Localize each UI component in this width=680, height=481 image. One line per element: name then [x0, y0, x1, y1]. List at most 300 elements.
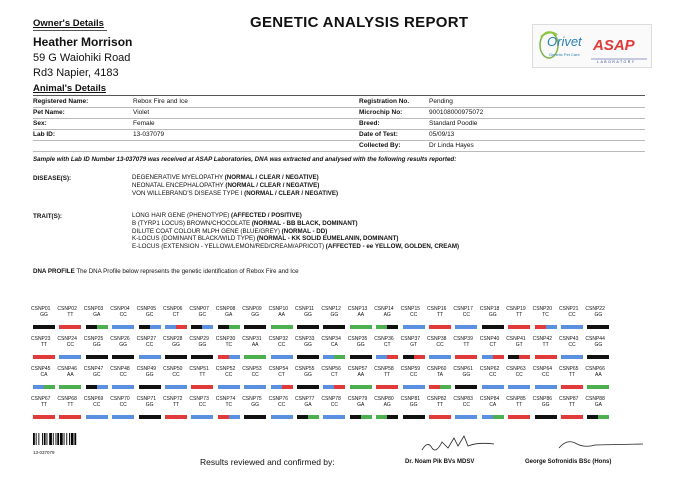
snp-marker	[244, 336, 266, 366]
snp-marker	[400, 306, 425, 336]
snp-genotype: TT	[384, 372, 391, 378]
snp-id: CSNP04	[110, 306, 130, 312]
snp-marker	[33, 366, 55, 396]
barcode-bar	[56, 433, 57, 445]
registration-no-label: Registration No.	[359, 98, 410, 105]
barcode-text: 13-037079	[33, 450, 55, 455]
snp-genotype: GA	[304, 402, 312, 408]
snp-color-bar	[297, 325, 319, 329]
asap-logo-text: ASAP	[593, 37, 635, 54]
snp-color-bar	[271, 385, 293, 389]
snp-marker	[376, 306, 398, 336]
snp-genotype: CC	[225, 372, 233, 378]
barcode-bar	[64, 433, 65, 445]
snp-id: CSNP81	[400, 396, 421, 402]
snp-genotype: AA	[595, 372, 602, 378]
snp-color-bar	[376, 385, 398, 389]
snp-id: CSNP87	[559, 396, 579, 402]
snp-genotype: TT	[463, 342, 470, 348]
snp-color-bar	[429, 415, 451, 419]
snp-id: CSNP21	[559, 306, 579, 312]
snp-id: CSNP47	[83, 366, 104, 372]
snp-id: CSNP43	[559, 336, 579, 342]
snp-marker	[244, 306, 266, 336]
snp-color-bar	[508, 355, 530, 359]
snp-marker	[508, 306, 530, 336]
snp-marker	[561, 366, 583, 396]
snp-marker	[376, 396, 398, 426]
snp-genotype: CC	[277, 402, 286, 408]
barcode-bar	[38, 433, 39, 445]
snp-id: CSNP06	[163, 306, 183, 312]
snp-id: CSNP48	[110, 366, 130, 372]
snp-row	[33, 396, 613, 426]
snp-genotype: AA	[67, 372, 74, 378]
snp-marker	[479, 366, 504, 396]
snp-id: CSNP40	[479, 336, 500, 342]
snp-color-bar	[86, 355, 108, 359]
owner-title-rule	[33, 30, 107, 31]
snp-marker	[323, 336, 345, 366]
pet-name-value: Violet	[133, 109, 150, 116]
snp-row	[33, 366, 613, 396]
barcode-bar	[49, 433, 52, 445]
snp-color-bar	[112, 355, 134, 359]
snp-marker	[297, 396, 319, 426]
snp-marker	[587, 336, 609, 366]
snp-genotype: TA	[436, 372, 444, 378]
snp-id: CSNP77	[295, 396, 315, 402]
snp-color-bar	[455, 385, 477, 389]
snp-marker	[165, 306, 187, 336]
snp-marker	[323, 366, 345, 396]
snp-id: CSNP54	[268, 366, 289, 372]
snp-id: CSNP60	[427, 366, 447, 372]
snp-marker	[508, 396, 530, 426]
report-title: GENETIC ANALYSIS REPORT	[250, 14, 469, 31]
snp-color-bar	[244, 355, 266, 359]
snp-marker	[400, 366, 425, 396]
snp-id: CSNP29	[189, 336, 209, 342]
snp-color-bar	[33, 325, 55, 329]
snp-id: CSNP22	[585, 306, 605, 312]
snp-color-bar	[587, 415, 609, 419]
snp-color-bar	[323, 355, 345, 359]
snp-marker	[479, 396, 504, 426]
snp-color-bar	[218, 325, 240, 329]
snp-color-bar	[350, 385, 372, 389]
snp-genotype: CC	[462, 312, 470, 318]
collected-by-value: Dr Linda Hayes	[429, 142, 474, 149]
snp-color-bar	[429, 385, 451, 389]
snp-genotype: GA	[93, 312, 101, 318]
snp-color-bar	[218, 385, 240, 389]
snp-genotype: GC	[198, 312, 207, 318]
snp-genotype: CC	[568, 342, 576, 348]
snp-genotype: GA	[594, 402, 602, 408]
snp-genotype: CA	[40, 372, 48, 378]
snp-id: CSNP31	[242, 336, 262, 342]
animal-details-title: Animal's Details	[33, 83, 107, 94]
snp-genotype: GG	[594, 312, 603, 318]
snp-genotype: CT	[489, 342, 497, 348]
snp-genotype: TT	[172, 402, 180, 408]
snp-color-bar	[561, 415, 583, 419]
snp-marker	[297, 366, 319, 396]
snp-id: CSNP73	[189, 396, 209, 402]
snp-marker	[83, 396, 108, 426]
snp-marker	[479, 336, 504, 366]
dna-profile-statement: DNA PROFILE The DNA Profile below represents the genetic identification of Rebox Fire and Ice	[33, 268, 299, 275]
snp-genotype: GG	[172, 342, 180, 348]
disease-item: NEONATAL ENCEPHALOPATHY (NORMAL / CLEAR / NEGATIVE)	[132, 181, 320, 189]
snp-genotype: GG	[251, 312, 260, 318]
diseases-label: DISEASE(S):	[33, 175, 72, 182]
snp-genotype: TT	[568, 402, 576, 408]
barcode-bar	[60, 433, 63, 445]
snp-id: CSNP12	[321, 306, 341, 312]
snp-genotype: GG	[409, 402, 418, 408]
snp-id: CSNP59	[400, 366, 421, 372]
snp-color-bar	[535, 415, 557, 419]
trait-item: LONG HAIR GENE (PHENOTYPE) (AFFECTED / POSITIVE)	[132, 212, 302, 219]
snp-id: CSNP28	[163, 336, 183, 342]
snp-id: CSNP08	[215, 306, 236, 312]
snp-id: CSNP55	[295, 366, 315, 372]
owner-name: Heather Morrison	[33, 35, 133, 49]
snp-marker	[59, 306, 81, 336]
snp-color-bar	[297, 385, 319, 389]
snp-id: CSNP70	[110, 396, 130, 402]
signature-1-icon	[418, 432, 498, 454]
snp-marker	[215, 366, 240, 396]
snp-marker	[191, 306, 213, 336]
snp-color-bar	[323, 385, 345, 389]
disease-item: VON WILLEBRAND'S DISEASE TYPE I (NORMAL / CLEAR / NEGATIVE)	[132, 189, 339, 197]
snp-color-bar	[455, 415, 477, 419]
snp-color-bar	[139, 325, 161, 329]
snp-color-bar	[297, 415, 319, 419]
breed-value: Standard Poodle	[429, 120, 478, 127]
snp-marker	[508, 336, 530, 366]
snp-genotype: TT	[542, 342, 549, 348]
snp-color-bar	[403, 385, 425, 389]
snp-row	[33, 306, 613, 336]
snp-genotype: CC	[541, 372, 550, 378]
signature-2-icon	[555, 436, 645, 454]
snp-marker	[376, 336, 398, 366]
snp-genotype: GG	[462, 372, 471, 378]
snp-marker	[33, 336, 55, 366]
snp-marker	[297, 306, 319, 336]
registered-name-label: Registered Name:	[33, 98, 89, 105]
snp-id: CSNP64	[532, 366, 553, 372]
snp-marker	[429, 306, 451, 336]
snp-id: CSNP53	[242, 366, 262, 372]
barcode	[33, 432, 91, 455]
snp-genotype: TT	[40, 342, 48, 348]
snp-id: CSNP86	[532, 396, 553, 402]
snp-color-bar	[482, 385, 504, 389]
snp-id: CSNP03	[83, 306, 104, 312]
snp-color-bar	[350, 415, 372, 419]
snp-marker	[112, 306, 134, 336]
snp-id: CSNP11	[295, 306, 315, 312]
row-rule	[33, 140, 645, 141]
snp-color-bar	[191, 325, 213, 329]
snp-color-bar	[33, 385, 55, 389]
snp-color-bar	[403, 415, 425, 419]
snp-id: CSNP75	[242, 396, 262, 402]
snp-marker	[455, 336, 477, 366]
snp-id: CSNP57	[347, 366, 368, 372]
snp-marker	[83, 366, 108, 396]
snp-marker	[429, 396, 451, 426]
barcode-bar	[69, 433, 70, 445]
snp-color-bar	[165, 415, 187, 419]
snp-marker	[532, 366, 557, 396]
snp-genotype: TC	[225, 402, 233, 408]
trait-item: B (TYRP1 LOCUS) BROWN/CHOCOLATE (NORMAL - BB BLACK, DOMINANT)	[132, 219, 358, 227]
snp-genotype: CC	[119, 312, 127, 318]
snp-marker	[112, 366, 134, 396]
snp-genotype: CC	[409, 372, 418, 378]
snp-marker	[297, 336, 319, 366]
snp-id: CSNP20	[532, 306, 553, 312]
snp-genotype: TT	[199, 372, 206, 378]
snp-marker	[347, 336, 372, 366]
snp-color-bar	[508, 385, 530, 389]
snp-genotype: GG	[119, 342, 128, 348]
owner-address-line2: Rd3 Napier, 4183	[33, 67, 119, 79]
snp-id: CSNP72	[163, 396, 183, 402]
snp-id: CSNP71	[136, 396, 157, 402]
snp-genotype: CC	[93, 402, 101, 408]
orivet-logo-text: Orivet	[547, 34, 582, 49]
snp-color-bar	[165, 325, 187, 329]
snp-genotype: CC	[462, 402, 470, 408]
snp-id: CSNP15	[400, 306, 421, 312]
barcode-bar	[42, 433, 43, 445]
snp-marker	[191, 396, 213, 426]
snp-id: CSNP36	[374, 336, 394, 342]
snp-marker	[561, 336, 583, 366]
snp-id: CSNP62	[479, 366, 500, 372]
signatory-2: George Sofronidis BSc (Hons)	[525, 459, 612, 465]
microchip-label: Microchip No:	[359, 109, 403, 116]
snp-genotype: TT	[67, 312, 74, 318]
snp-id: CSNP17	[453, 306, 473, 312]
snp-color-bar	[165, 355, 187, 359]
row-rule	[33, 129, 645, 130]
snp-id: CSNP37	[400, 336, 421, 342]
lab-id-label: Lab ID:	[33, 131, 56, 138]
snp-color-bar	[218, 355, 240, 359]
snp-genotype: CC	[568, 312, 576, 318]
snp-genotype: AA	[357, 372, 365, 378]
snp-id: CSNP27	[136, 336, 157, 342]
snp-id: CSNP44	[585, 336, 605, 342]
sex-value: Female	[133, 120, 155, 127]
traits-list	[132, 212, 459, 251]
snp-color-bar	[350, 355, 372, 359]
snp-genotype: CA	[330, 342, 338, 348]
snp-id: CSNP13	[347, 306, 368, 312]
snp-color-bar	[191, 355, 213, 359]
snp-genotype: GG	[488, 312, 497, 318]
snp-color-bar	[455, 355, 477, 359]
snp-color-bar	[244, 325, 266, 329]
snp-id: CSNP78	[321, 396, 341, 402]
barcode-bar	[47, 433, 48, 445]
snp-genotype: CC	[409, 312, 418, 318]
snp-marker	[165, 336, 187, 366]
snp-marker	[376, 366, 398, 396]
snp-marker	[455, 396, 477, 426]
snp-id: CSNP61	[453, 366, 473, 372]
snp-marker	[455, 306, 477, 336]
snp-color-bar	[508, 325, 530, 329]
snp-id: CSNP79	[347, 396, 368, 402]
snp-id: CSNP23	[31, 336, 51, 342]
snp-color-bar	[587, 385, 609, 389]
snp-row	[33, 336, 613, 366]
snp-genotype: CC	[66, 342, 74, 348]
snp-marker	[347, 396, 372, 426]
snp-color-bar	[561, 325, 583, 329]
snp-color-bar	[455, 325, 477, 329]
snp-color-bar	[112, 385, 134, 389]
snp-color-bar	[482, 325, 504, 329]
snp-id: CSNP19	[506, 306, 526, 312]
barcode-bar	[74, 433, 76, 445]
snp-marker	[561, 396, 583, 426]
snp-genotype: AA	[278, 312, 285, 318]
snp-color-bar	[244, 415, 266, 419]
snp-genotype: GT	[515, 342, 523, 348]
snp-genotype: AA	[357, 312, 365, 318]
snp-id: CSNP76	[268, 396, 289, 402]
snp-genotype: GC	[93, 372, 101, 378]
barcode-bar	[44, 433, 46, 445]
snp-id: CSNP39	[453, 336, 473, 342]
snp-genotype: GG	[198, 342, 207, 348]
snp-genotype: GG	[145, 402, 154, 408]
snp-id: CSNP85	[506, 396, 526, 402]
snp-id: CSNP42	[532, 336, 553, 342]
snp-genotype: TT	[436, 312, 444, 318]
snp-id: CSNP09	[242, 306, 262, 312]
owner-details-title: Owner's Details	[33, 18, 104, 29]
snp-marker	[532, 396, 557, 426]
animal-title-rule	[33, 95, 645, 96]
snp-color-bar	[86, 385, 108, 389]
snp-id: CSNP56	[321, 366, 341, 372]
snp-id: CSNP18	[479, 306, 500, 312]
snp-marker	[191, 336, 213, 366]
snp-genotype: CT	[172, 312, 180, 318]
snp-marker	[532, 306, 557, 336]
snp-id: CSNP32	[268, 336, 289, 342]
snp-genotype: TT	[67, 402, 74, 408]
trait-item: K-LOCUS (DOMINANT BLACK/WILD TYPE) (NORMAL - KK SOLID EUMELANIN, DOMINANT)	[132, 235, 399, 243]
snp-marker	[587, 306, 609, 336]
snp-color-bar	[191, 385, 213, 389]
snp-id: CSNP01	[31, 306, 51, 312]
snp-color-bar	[482, 355, 504, 359]
snp-genotype: CC	[251, 372, 259, 378]
snp-color-bar	[482, 415, 504, 419]
snp-color-bar	[561, 385, 583, 389]
snp-color-bar	[403, 325, 425, 329]
snp-color-bar	[139, 355, 161, 359]
snp-color-bar	[297, 355, 319, 359]
snp-marker	[479, 306, 504, 336]
orivet-tagline: Genetic Pet Care	[549, 52, 580, 57]
snp-color-bar	[271, 355, 293, 359]
snp-color-bar	[59, 415, 81, 419]
snp-id: CSNP50	[163, 366, 183, 372]
snp-color-bar	[429, 355, 451, 359]
snp-id: CSNP46	[57, 366, 77, 372]
snp-id: CSNP84	[479, 396, 500, 402]
snp-marker	[532, 336, 557, 366]
snp-id: CSNP66	[585, 366, 605, 372]
snp-marker	[429, 336, 451, 366]
snp-id: CSNP69	[83, 396, 104, 402]
snp-genotype: TT	[568, 372, 576, 378]
snp-color-bar	[587, 325, 609, 329]
snp-color-bar	[244, 385, 266, 389]
snp-color-bar	[376, 415, 398, 419]
snp-marker	[59, 366, 81, 396]
snp-marker	[136, 396, 161, 426]
snp-genotype: TC	[542, 312, 549, 318]
date-of-test-label: Date of Test:	[359, 131, 398, 138]
snp-color-bar	[587, 355, 609, 359]
snp-id: CSNP63	[506, 366, 526, 372]
sex-label: Sex:	[33, 120, 47, 127]
snp-marker	[587, 366, 609, 396]
snp-genotype: GG	[145, 372, 154, 378]
snp-genotype: CA	[489, 402, 497, 408]
snp-color-bar	[323, 325, 345, 329]
snp-marker	[136, 336, 161, 366]
snp-id: CSNP30	[215, 336, 236, 342]
barcode-bar	[66, 433, 67, 445]
sample-statement: Sample with Lab ID Number 13-037079 was received at ASAP Laboratories, DNA was extracted and analysed with the following results reported:	[33, 156, 457, 163]
snp-genotype: GG	[356, 342, 365, 348]
barcode-bar	[33, 433, 35, 445]
snp-marker	[400, 396, 425, 426]
row-rule	[33, 118, 645, 119]
snp-id: CSNP35	[347, 336, 368, 342]
snp-id: CSNP05	[136, 306, 157, 312]
snp-id: CSNP58	[374, 366, 394, 372]
snp-genotype: CC	[515, 372, 523, 378]
snp-id: CSNP16	[427, 306, 447, 312]
lab-id-value: 13-037079	[133, 131, 165, 138]
snp-genotype: TT	[436, 402, 444, 408]
snp-id: CSNP51	[189, 366, 209, 372]
snp-marker	[347, 306, 372, 336]
snp-marker	[323, 396, 345, 426]
snp-color-bar	[86, 325, 108, 329]
snp-genotype: CC	[119, 372, 127, 378]
snp-id: CSNP25	[83, 336, 104, 342]
snp-id: CSNP45	[31, 366, 51, 372]
snp-genotype: GG	[304, 312, 312, 318]
